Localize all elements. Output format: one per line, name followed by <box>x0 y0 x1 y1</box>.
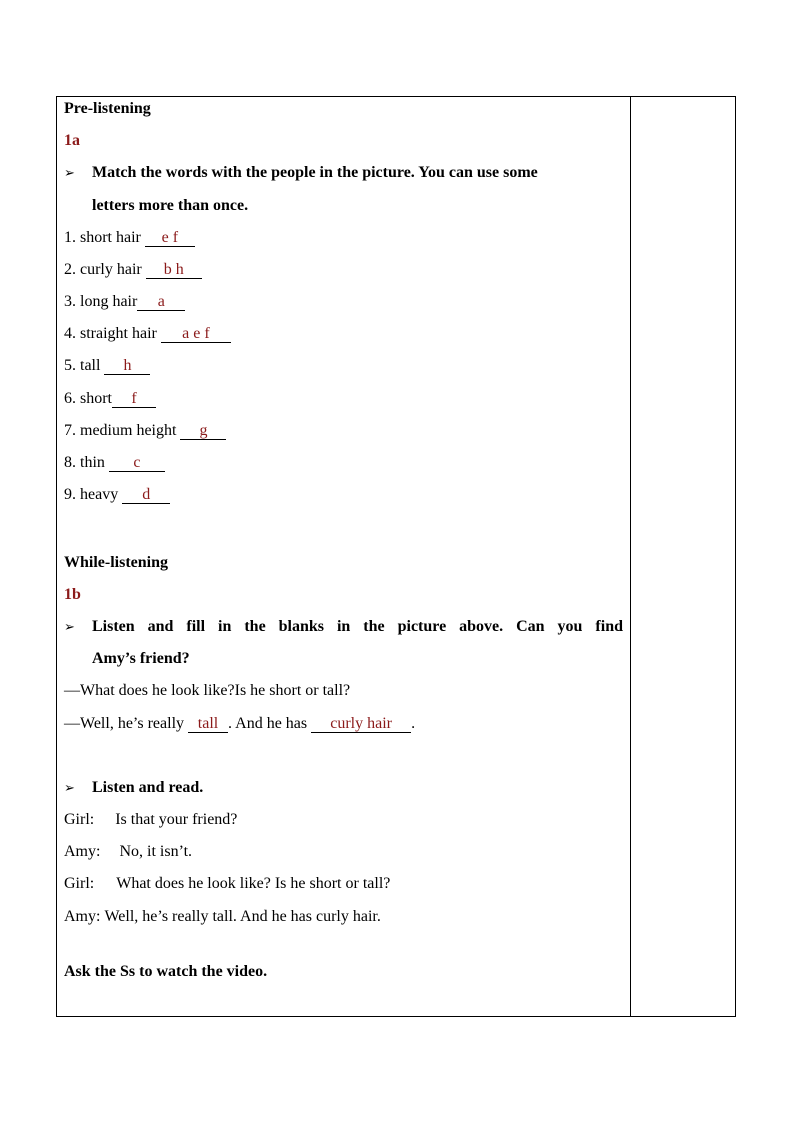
answer-blank: tall <box>188 714 228 734</box>
list-item: 2. curly hair b h <box>64 260 202 280</box>
list-item: 7. medium height g <box>64 421 226 441</box>
instruction-1b: ➢ Listen and fill in the blanks in the picture above. Can you find <box>64 618 623 635</box>
lesson-table <box>56 96 736 1017</box>
bullet-arrow-icon: ➢ <box>64 780 75 795</box>
pre-listening-heading: Pre-listening <box>64 100 151 117</box>
list-item: 5. tall h <box>64 356 150 376</box>
list-item: 9. heavy d <box>64 485 170 505</box>
list-item: 3. long hair a <box>64 292 185 312</box>
column-divider <box>630 97 631 1016</box>
bullet-arrow-icon: ➢ <box>64 165 75 180</box>
answer-blank: curly hair <box>311 714 411 734</box>
instruction-1a: ➢ Match the words with the people in the picture. You can use some <box>64 164 538 181</box>
answer-blank: a <box>137 292 185 312</box>
section-1b-label: 1b <box>64 586 81 603</box>
instruction-1a-cont: letters more than once. <box>92 197 249 214</box>
bullet-arrow-icon: ➢ <box>64 619 75 634</box>
closing-instruction: Ask the Ss to watch the video. <box>64 963 268 980</box>
list-item: 6. short f <box>64 389 156 409</box>
list-item: 4. straight hair a e f <box>64 324 231 344</box>
answer-blank: f <box>112 389 156 409</box>
answer-blank: h <box>104 356 150 376</box>
answer-blank: g <box>180 421 226 441</box>
dialogue-line: Amy: No, it isn’t. <box>64 843 193 860</box>
instruction-1b-cont: Amy’s friend? <box>92 650 190 667</box>
question-line: —What does he look like?Is he short or tall? <box>64 682 351 699</box>
list-item: 8. thin c <box>64 453 165 473</box>
answer-blank: b h <box>146 260 202 280</box>
dialogue-line: Amy: Well, he’s really tall. And he has curly hair. <box>64 908 381 925</box>
section-1a-label: 1a <box>64 132 80 149</box>
dialogue-line: Girl: What does he look like? Is he short or tall? <box>64 875 391 892</box>
listen-read-instruction: ➢ Listen and read. <box>64 779 204 796</box>
answer-blank: d <box>122 485 170 505</box>
answer-blank: e f <box>145 228 195 248</box>
while-listening-heading: While-listening <box>64 554 169 571</box>
answer-line: —Well, he’s really tall . And he has curly hair . <box>64 715 416 732</box>
answer-blank: c <box>109 453 165 473</box>
answer-blank: a e f <box>161 324 231 344</box>
dialogue-line: Girl: Is that your friend? <box>64 811 238 828</box>
list-item: 1. short hair e f <box>64 228 195 248</box>
